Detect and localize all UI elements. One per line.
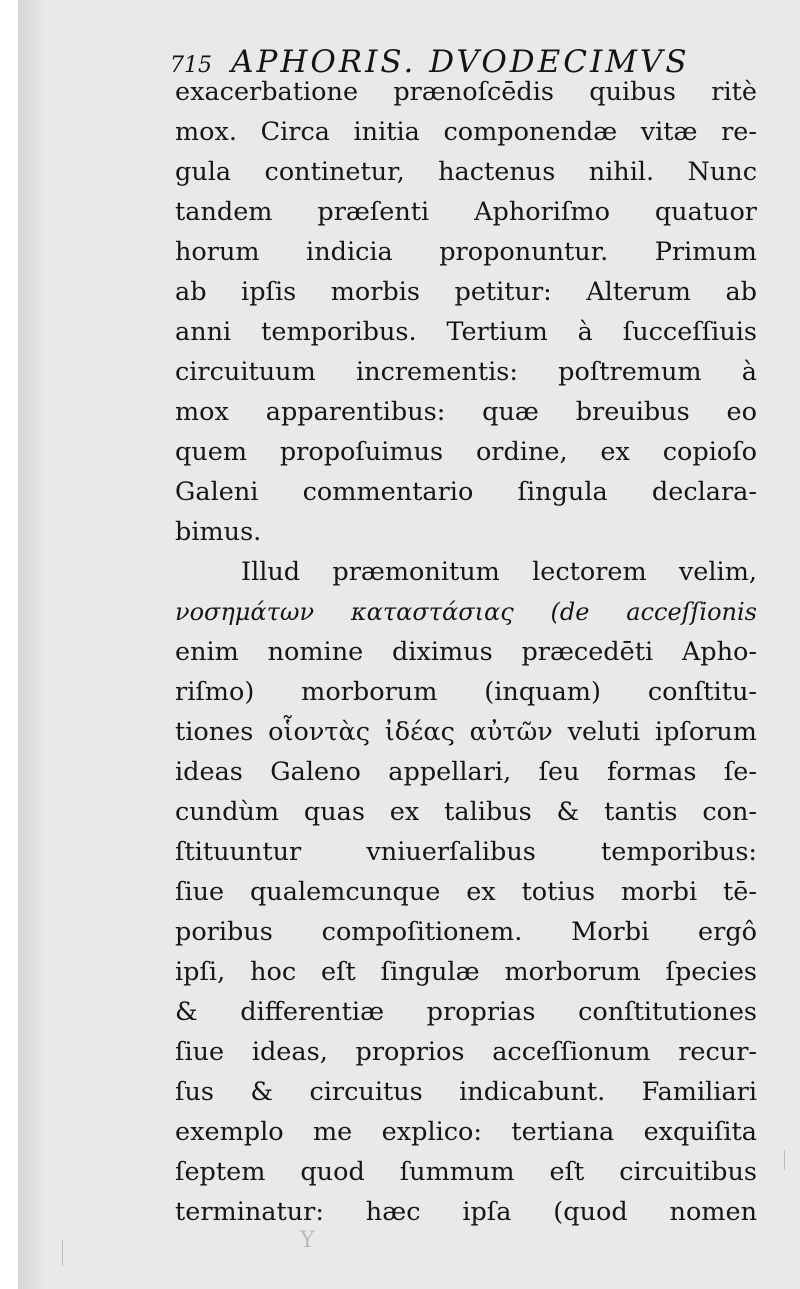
text-line: tandem præſenti Aphoriſmo quatuor bbox=[175, 197, 757, 227]
text-line: ſtituuntur vniuerſalibus temporibus: bbox=[175, 837, 757, 867]
text-line: Illud præmonitum lectorem velim, bbox=[241, 557, 757, 587]
text-line: ſiue qualemcunque ex totius morbi tē- bbox=[175, 877, 757, 907]
text-line: ſus & circuitus indicabunt. Familiari bbox=[175, 1077, 757, 1107]
text-line: terminatur: hæc ipſa (quod nomen bbox=[175, 1197, 757, 1227]
text-line: enim nomine diximus præcedēti Apho- bbox=[175, 637, 757, 667]
text-line: Galeni commentario ſingula declara- bbox=[175, 477, 757, 507]
text-line: & differentiæ proprias conſtitutiones bbox=[175, 997, 757, 1027]
page-number: 715 bbox=[170, 53, 212, 78]
page-speck bbox=[784, 1150, 785, 1170]
text-line: ſeptem quod ſummum eſt circuitibus bbox=[175, 1157, 757, 1187]
text-line: tiones οἷοντὰς ἰδέας αὐτῶν veluti ipſorum bbox=[175, 717, 757, 747]
text-line: exemplo me explico: tertiana exquiſita bbox=[175, 1117, 757, 1147]
text-line: poribus compoſitionem. Morbi ergô bbox=[175, 917, 757, 947]
text-line: quem propoſuimus ordine, ex copioſo bbox=[175, 437, 757, 467]
text-line: ipſi, hoc eſt ſingulæ morborum ſpecies bbox=[175, 957, 757, 987]
text-line: mox. Circa initia componendæ vitæ re- bbox=[175, 117, 757, 147]
page-edge bbox=[0, 0, 18, 1289]
text-line: ab ipſis morbis petitur: Alterum ab bbox=[175, 277, 757, 307]
running-head: APHORIS. DVODECIMVS bbox=[231, 44, 690, 80]
text-line: exacerbatione prænoſcēdis quibus ritè bbox=[175, 77, 757, 107]
text-line: mox apparentibus: quæ breuibus eo bbox=[175, 397, 757, 427]
text-line: horum indicia proponuntur. Primum bbox=[175, 237, 757, 267]
text-line: νοσημάτων καταστάσιας (de acceſſionis bbox=[175, 598, 757, 626]
text-line: cundùm quas ex talibus & tantis con- bbox=[175, 797, 757, 827]
text-line: riſmo) morborum (inquam) conſtitu- bbox=[175, 677, 757, 707]
text-line: ideas Galeno appellari, ſeu formas ſe- bbox=[175, 757, 757, 787]
gutter-shadow bbox=[18, 0, 48, 1289]
text-line: circuituum incrementis: poſtremum à bbox=[175, 357, 757, 387]
text-line: ſiue ideas, proprios acceſſionum recur- bbox=[175, 1037, 757, 1067]
text-line: gula continetur, hactenus nihil. Nunc bbox=[175, 157, 757, 187]
catchword: Y bbox=[300, 1228, 321, 1253]
text-line: bimus. bbox=[175, 517, 262, 547]
page-speck bbox=[62, 1240, 63, 1266]
text-line: anni temporibus. Tertium à ſucceſſiuis bbox=[175, 317, 757, 347]
